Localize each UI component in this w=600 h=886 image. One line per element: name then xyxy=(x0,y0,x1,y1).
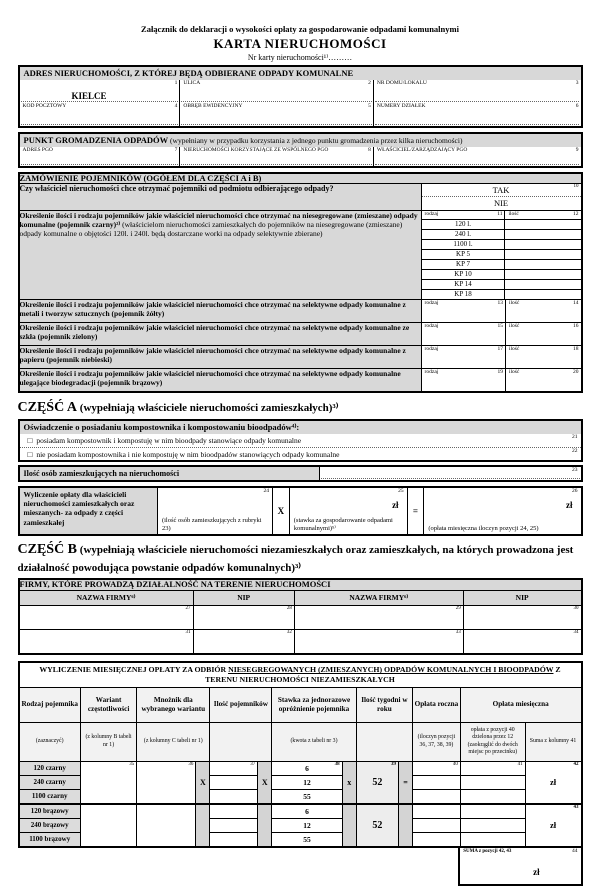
qty-field[interactable] xyxy=(210,818,258,832)
residents-label: Ilość osób zamieszkujących na nieruchomości xyxy=(20,467,320,480)
container-column-header: Rodzaj pojemnika xyxy=(19,687,81,722)
multiply-operator: X xyxy=(272,488,289,534)
monthly-sum-field[interactable] xyxy=(525,761,581,804)
annual-fee-column-subheader: (iloczyn pozycji 36, 37, 38, 39) xyxy=(413,722,461,761)
postal-code-label: KOD POCZTOWY xyxy=(22,102,67,109)
pgo-shared-field[interactable] xyxy=(179,147,373,166)
city-field[interactable] xyxy=(20,80,180,103)
selective-green-description: Określenie ilości i rodzaju pojemników jakie właściciel nieruchomości chce otrzymać na selektywne odpady komunalne ze szkła (pojemnik zielony) xyxy=(19,323,422,346)
checkbox-icon[interactable]: □ xyxy=(27,449,33,459)
multiplier-field[interactable] xyxy=(137,804,196,847)
part-a-title-main: CZĘŚĆ A xyxy=(17,400,78,416)
factor2-caption: (stawka za gospodarowanie odpadami komunalnymi)⁵⁾ xyxy=(293,517,393,532)
pgo-section xyxy=(18,132,583,168)
weeks-value xyxy=(356,761,398,804)
qty-column-header: Ilość pojemników xyxy=(210,687,272,722)
multiply-operator: X xyxy=(196,761,210,804)
selective-brown-type-field[interactable] xyxy=(421,369,505,393)
container-type: 240 l. xyxy=(422,230,505,240)
field-number: 26 xyxy=(571,487,578,494)
qty-field[interactable] xyxy=(210,804,258,819)
container-qty-input[interactable] xyxy=(505,250,581,260)
answer-yes[interactable]: TAK xyxy=(422,184,581,197)
part-a-title xyxy=(18,398,583,416)
annual-fee-field[interactable] xyxy=(413,804,461,819)
multiply-operator xyxy=(342,804,356,847)
field-number: 16 xyxy=(573,323,579,330)
container-type: KP 10 xyxy=(422,270,505,280)
nip-column-header: NIP xyxy=(193,591,294,606)
residents-count-row xyxy=(18,465,583,482)
selective-brown-qty-field[interactable] xyxy=(505,369,581,393)
type-column-label: rodzaj xyxy=(424,211,439,218)
equals-operator: = xyxy=(407,488,424,534)
rate-column-subheader: (kwota z tabeli nr 3) xyxy=(272,722,356,761)
nip-column-header: NIP xyxy=(463,591,581,606)
address-row-1 xyxy=(20,80,581,103)
checkbox-icon[interactable]: □ xyxy=(27,435,33,445)
selective-yellow-type-field[interactable] xyxy=(421,300,505,323)
field-number: 41 xyxy=(517,761,523,767)
firm-name-field[interactable] xyxy=(294,630,463,655)
firms-header: FIRMY, KTÓRE PROWADZĄ DZIAŁALNOŚĆ NA TERENIE NIERUCHOMOŚCI xyxy=(19,579,582,590)
district-field-number: 5 xyxy=(368,102,371,109)
container-qty-input[interactable] xyxy=(505,290,581,300)
field-number: 40 xyxy=(452,761,458,767)
firms-section xyxy=(18,578,583,655)
equals-operator xyxy=(398,804,412,847)
pgo-row xyxy=(20,147,581,166)
compost-header: Oświadczenie o posiadaniu kompostownika i kompostowaniu bioodpadów⁴⁾: xyxy=(20,421,581,434)
container-type: KP 7 xyxy=(422,260,505,270)
rate-value: 6 xyxy=(272,804,342,819)
page-title: KARTA NIERUCHOMOŚCI xyxy=(213,36,387,52)
qty-label: ilość xyxy=(508,300,520,307)
field-number: 29 xyxy=(455,606,461,612)
field-number: 23 xyxy=(572,466,578,473)
container-qty-input[interactable] xyxy=(505,220,581,230)
answer-no[interactable]: NIE xyxy=(493,198,509,209)
type-label: rodzaj xyxy=(424,300,439,307)
field-number: 39 xyxy=(390,761,396,767)
pgo-address-field-number: 7 xyxy=(174,146,178,153)
city-field-number: 1 xyxy=(174,79,178,86)
compost-option-yes-text: posiadam kompostownik i kompostuję w nim bioodpady stanowiące odpady komunalne xyxy=(36,435,302,445)
container-column-subheader: (zaznaczyć) xyxy=(19,722,81,761)
monthly-division-subheader: opłata z pozycji 40 dzielona przez 12 (zaokrąglić do dwóch miejsc po przecinku) xyxy=(460,722,525,761)
selective-blue-type-field[interactable] xyxy=(421,346,505,369)
field-number: 13 xyxy=(497,300,503,307)
firm-nip-field[interactable] xyxy=(193,630,294,655)
container-type: 1100 l. xyxy=(422,240,505,250)
qty-field[interactable] xyxy=(210,832,258,847)
field-number: 19 xyxy=(497,369,503,376)
container-types-table xyxy=(422,211,581,299)
pgo-section-header xyxy=(20,134,581,147)
container-row-label: 1100 czarny xyxy=(19,789,81,804)
annual-fee-field[interactable] xyxy=(413,832,461,847)
type-column-number: 11 xyxy=(497,211,503,218)
district-field[interactable] xyxy=(179,103,373,126)
pgo-shared-field-number: 8 xyxy=(368,146,371,153)
weeks-amount: 52 xyxy=(372,776,383,788)
rate-value: 55 xyxy=(272,832,342,847)
pgo-owner-field[interactable] xyxy=(373,147,581,166)
rate-column-header: Stawka za jednorazowe opróżnienie pojemnika xyxy=(272,687,356,722)
mixed-waste-types-cell xyxy=(421,211,581,300)
firm-name-field[interactable] xyxy=(294,606,463,630)
city-value: KIELCE xyxy=(71,91,107,102)
fee-title-post: Z TERENU NIERUCHOMOŚCI NIEZAMIESZKAŁYCH xyxy=(205,665,561,684)
pgo-header-title: PUNKT GROMADZENIA ODPADÓW xyxy=(23,134,169,145)
street-field-number: 2 xyxy=(368,79,371,86)
firm-nip-field[interactable] xyxy=(193,606,294,630)
mixed-waste-text-bold: Określenie ilości i rodzaju pojemników jakie właściciel nieruchomości chce otrzymać na niesegregowane (zmieszane) odpady komunalne (pojemnik czarny)²⁾ xyxy=(19,211,418,230)
firm-name-field[interactable] xyxy=(19,606,194,630)
variant-field[interactable] xyxy=(80,761,136,804)
part-b-title-main: CZĘŚĆ B xyxy=(17,541,78,557)
monthly-sum-subheader: Suma z kolumny 41 xyxy=(525,722,581,761)
compost-option-no-text: nie posiadam kompostownika i nie kompostuję w nim bioodpadów stanowiących odpady komunalne xyxy=(36,449,340,459)
order-section-header: ZAMÓWIENIE POJEMNIKÓW (OGÓŁEM DLA CZĘŚCI A i B) xyxy=(19,173,582,184)
firm-nip-field[interactable] xyxy=(463,630,581,655)
annual-fee-field[interactable] xyxy=(413,789,461,804)
rate-value: 55 xyxy=(272,789,342,804)
selective-green-type-field[interactable] xyxy=(421,323,505,346)
pgo-owner-label: WŁAŚCICIEL/ZARZĄDZAJĄCY PGO xyxy=(376,146,468,153)
plot-numbers-field-number: 6 xyxy=(575,102,579,109)
qty-column-subheader xyxy=(210,722,272,761)
field-number: 35 xyxy=(129,761,135,767)
equals-operator: = xyxy=(398,761,412,804)
monthly-fee-column-header: Opłata miesięczna xyxy=(460,687,581,722)
field-number: 20 xyxy=(573,369,579,376)
annual-fee-field[interactable] xyxy=(413,775,461,789)
monthly-fee-table xyxy=(18,661,583,847)
firm-nip-field[interactable] xyxy=(463,606,581,630)
monthly-sum-field[interactable] xyxy=(525,804,581,847)
field-number: 14 xyxy=(573,300,579,307)
qty-label: ilość xyxy=(508,346,520,353)
fee-title-pre: WYLICZENIE MIESIĘCZNEJ OPŁATY ZA ODBIÓR xyxy=(39,665,229,675)
total-sum-label: SUMA z pozycji 42, 43 xyxy=(463,848,512,854)
field-number: 43 xyxy=(573,804,579,810)
selective-green-qty-field[interactable] xyxy=(505,323,581,346)
compost-option-yes[interactable] xyxy=(20,434,581,447)
order-question-answer xyxy=(421,184,581,211)
monthly-division-field[interactable] xyxy=(460,789,525,804)
qty-field[interactable] xyxy=(210,775,258,789)
weeks-column-subheader xyxy=(356,722,412,761)
qty-field[interactable] xyxy=(210,761,258,775)
address-section-header: ADRES NIERUCHOMOŚCI, Z KTÓREJ BĘDĄ ODBIERANE ODPADY KOMUNALNE xyxy=(20,67,581,80)
address-section xyxy=(18,65,583,128)
firm-name-column-header: NAZWA FIRMY⁶⁾ xyxy=(294,591,463,606)
fee-table-title xyxy=(19,662,582,687)
factor1-caption: (ilość osób zamieszkujących z rubryki 23) xyxy=(161,517,262,532)
pgo-shared-label: NIERUCHOMOŚCI KORZYSTAJĄCE ZE WSPÓLNEGO PGO xyxy=(183,146,329,153)
calc-label: Wyliczenie opłaty dla właścicieli nieruchomości zamieszkałych oraz mieszanych- za odpady z części zamieszkałej xyxy=(20,488,157,534)
qty-column-number: 12 xyxy=(573,211,579,218)
field-number: 22 xyxy=(572,447,578,454)
attachment-line: Załącznik do deklaracji o wysokości opłaty za gospodarowanie odpadami komunalnymi xyxy=(141,24,459,34)
container-qty-input[interactable] xyxy=(505,230,581,240)
mixed-waste-description xyxy=(19,211,422,300)
monthly-division-field[interactable] xyxy=(460,832,525,847)
field-number: 37 xyxy=(250,761,256,767)
multiplier-column-header: Mnożnik dla wybranego wariantu xyxy=(137,687,210,722)
container-type: KP 18 xyxy=(422,290,505,300)
currency-label: zł xyxy=(565,499,573,510)
container-qty-input[interactable] xyxy=(505,270,581,280)
container-type: 120 l. xyxy=(422,220,505,230)
residents-count-field[interactable] xyxy=(320,467,581,480)
currency-label: zł xyxy=(549,820,557,831)
compost-option-no[interactable] xyxy=(20,447,581,460)
selective-blue-description: Określenie ilości i rodzaju pojemników jakie właściciel nieruchomości chce otrzymać na selektywne odpady komunalne z papieru (pojemnik niebieski) xyxy=(19,346,422,369)
house-number-label: NR DOMU/LOKALU xyxy=(376,79,427,86)
monthly-division-field[interactable] xyxy=(460,804,525,819)
card-number-line: Nr karty nieruchomości¹⁾……… xyxy=(247,53,353,63)
annual-fee-field[interactable] xyxy=(413,818,461,832)
container-qty-input[interactable] xyxy=(505,240,581,250)
monthly-fee-result-field[interactable] xyxy=(423,488,580,534)
annual-fee-field[interactable] xyxy=(413,761,461,775)
field-number: 25 xyxy=(398,487,404,494)
house-number-field[interactable] xyxy=(373,80,581,103)
part-a-title-note: (wypełniają właściciele nieruchomości zamieszkałych)³⁾ xyxy=(77,402,339,415)
district-label: OBRĘB EWIDENCYJNY xyxy=(183,102,243,109)
total-sum-field[interactable] xyxy=(458,848,582,886)
pgo-header-note: (wypełniany w przypadku korzystania z jednego punktu gromadzenia przez kilka nieruchomości) xyxy=(168,135,463,145)
multiplier-field[interactable] xyxy=(137,761,196,804)
multiplier-column-subheader: (z kolumny C tabeli nr 1) xyxy=(137,722,210,761)
monthly-division-field[interactable] xyxy=(460,761,525,775)
part-b-title-note: (wypełniają właściciele nieruchomości niezamieszkałych oraz zamieszkałych, na których prowadzona jest działalność powodująca powstanie odpadów komunalnych)³⁾ xyxy=(17,543,574,575)
field-number: 24 xyxy=(263,487,269,494)
field-number: 21 xyxy=(572,433,578,440)
plot-numbers-field[interactable] xyxy=(373,103,581,126)
residents-factor-field[interactable] xyxy=(157,488,272,534)
rate-amount: 6 xyxy=(305,763,309,773)
field-number: 30 xyxy=(573,606,579,612)
selective-brown-description: Określenie ilości i rodzaju pojemników jakie właściciel nieruchomości chce otrzymać na selektywne odpady komunalne ulegające biodegradacji (pojemnik brązowy) xyxy=(19,369,422,393)
container-type: KP 5 xyxy=(422,250,505,260)
type-label: rodzaj xyxy=(424,346,439,353)
container-row-label: 240 brązowy xyxy=(19,818,81,832)
field-number: 18 xyxy=(573,346,579,353)
rate-value: 12 xyxy=(272,818,342,832)
part-a-fee-calculation xyxy=(18,486,583,536)
fee-title-underlined: NIESEGREGOWANYCH (ZMIESZANYCH) ODPADÓW KOMUNALNYCH I BIOODPADÓW xyxy=(228,665,554,675)
field-number: 17 xyxy=(497,346,503,353)
firm-name-field[interactable] xyxy=(19,630,194,655)
monthly-division-field[interactable] xyxy=(460,775,525,789)
annual-fee-column-header: Opłata roczna xyxy=(413,687,461,722)
field-number: 44 xyxy=(572,847,578,854)
monthly-division-field[interactable] xyxy=(460,818,525,832)
field-number: 42 xyxy=(573,761,579,767)
firm-name-column-header: NAZWA FIRMY⁶⁾ xyxy=(19,591,194,606)
field-number: 36 xyxy=(188,761,194,767)
field-number: 34 xyxy=(573,630,579,636)
document-header xyxy=(18,0,583,62)
weeks-value: 52 xyxy=(356,804,398,847)
field-number: 15 xyxy=(497,323,503,330)
rate-value: 12 xyxy=(272,775,342,789)
street-field[interactable] xyxy=(179,80,373,103)
type-column-header xyxy=(422,211,505,220)
container-qty-input[interactable] xyxy=(505,260,581,270)
multiply-operator: x xyxy=(342,761,356,804)
rate-value xyxy=(272,761,342,775)
currency-label: zł xyxy=(392,499,399,510)
compost-declaration-section xyxy=(18,419,583,462)
order-question-number: 10 xyxy=(573,184,579,190)
field-number: 31 xyxy=(185,630,191,636)
field-number: 32 xyxy=(286,630,292,636)
variant-field[interactable] xyxy=(80,804,136,847)
pgo-address-label: ADRES PGO xyxy=(22,146,53,153)
qty-column-header xyxy=(505,211,581,220)
selective-yellow-description: Określenie ilości i rodzaju pojemników jakie właściciel nieruchomości chce otrzymać na selektywne odpady komunalne z metali i tworzyw sztucznych (pojemnik żółty) xyxy=(19,300,422,323)
multiply-operator: X xyxy=(258,761,272,804)
currency-label: zł xyxy=(549,777,557,788)
qty-label: ilość xyxy=(508,323,520,330)
order-question: Czy właściciel nieruchomości chce otrzymać pojemniki od podmiotu odbierającego odpady? xyxy=(19,184,422,211)
container-type: KP 14 xyxy=(422,280,505,290)
postal-code-field-number: 4 xyxy=(174,102,178,109)
mixed-waste-text-note: (właścicielom nieruchomości zamieszkałych do pojemników na niesegregowane (zmieszane) odpady komunalne o objętości 120l. i 240l. będą dostarczane worki na odpady selektywnie zbierane) xyxy=(19,220,403,239)
result-caption: (opłata miesięczna iloczyn pozycji 24, 25) xyxy=(428,524,539,532)
qty-column-label: ilość xyxy=(508,211,519,218)
container-row-label: 120 czarny xyxy=(19,761,81,775)
type-label: rodzaj xyxy=(424,369,439,376)
address-row-2 xyxy=(20,103,581,126)
field-number: 27 xyxy=(185,606,191,612)
multiply-operator xyxy=(196,804,210,847)
container-row-label: 1100 brązowy xyxy=(19,832,81,847)
pgo-owner-field-number: 9 xyxy=(575,146,579,153)
selective-blue-qty-field[interactable] xyxy=(505,346,581,369)
container-row-label: 120 brązowy xyxy=(19,804,81,819)
qty-label: ilość xyxy=(508,369,520,376)
weeks-column-header: Ilość tygodni w roku xyxy=(356,687,412,722)
selective-yellow-qty-field[interactable] xyxy=(505,300,581,323)
field-number: 28 xyxy=(286,606,292,612)
street-label: ULICA xyxy=(183,79,201,86)
postal-code-field[interactable] xyxy=(20,103,180,126)
container-order-section xyxy=(18,172,583,394)
multiply-operator xyxy=(258,804,272,847)
field-number: 38 xyxy=(334,761,340,767)
type-label: rodzaj xyxy=(424,323,439,330)
container-row-label: 240 czarny xyxy=(19,775,81,789)
rate-factor-field[interactable] xyxy=(289,488,407,534)
pgo-address-field[interactable] xyxy=(20,147,180,166)
qty-field[interactable] xyxy=(210,789,258,804)
container-qty-input[interactable] xyxy=(505,280,581,290)
part-b-title xyxy=(18,540,583,577)
variant-column-header: Wariant częstotliwości xyxy=(80,687,136,722)
currency-label: zł xyxy=(533,866,540,877)
variant-column-subheader: (z kolumny B tabeli nr 1) xyxy=(80,722,136,761)
plot-numbers-label: NUMERY DZIAŁEK xyxy=(376,102,426,109)
field-number: 33 xyxy=(455,630,461,636)
house-number-field-number: 3 xyxy=(575,79,579,86)
